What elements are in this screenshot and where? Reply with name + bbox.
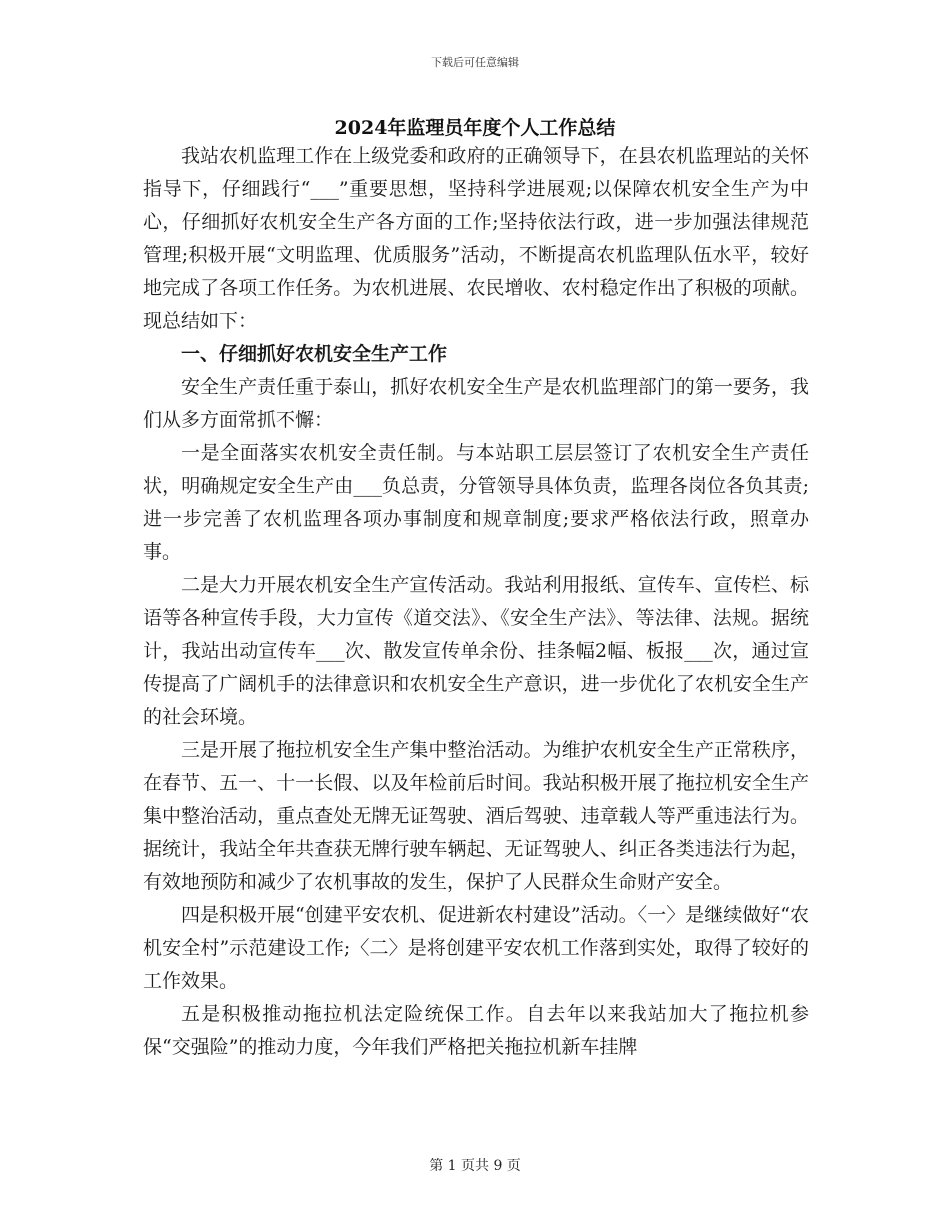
document-title: 2024年监理员年度个人工作总结: [334, 117, 616, 139]
body-paragraph: 一是全面落实农机安全责任制。与本站职工层层签订了农机安全生产责任状，明确规定安全生产由___负总责，分管领导具体负责，监理各岗位各负其责;进一步完善了农机监理各项办事制度和规章制度;要求严格依法行政，照章办事。: [143, 442, 809, 563]
body-paragraph: 安全生产责任重于泰山，抓好农机安全生产是农机监理部门的第一要务，我们从多方面常抓不懈：: [143, 376, 809, 431]
page-footer: 第 1 页共 9 页: [429, 1158, 521, 1174]
body-paragraph: 四是积极开展“创建平安农机、促进新农村建设”活动。〈一〉是继续做好“农机安全村”示范建设工作;〈二〉是将创建平安农机工作落到实处，取得了较好的工作效果。: [143, 904, 809, 992]
body-paragraph: 五是积极推动拖拉机法定险统保工作。自去年以来我站加大了拖拉机参保“交强险”的推动力度，今年我们严格把关拖拉机新车挂牌: [143, 1003, 809, 1058]
body-paragraph: 二是大力开展农机安全生产宣传活动。我站利用报纸、宣传车、宣传栏、标语等各种宣传手段，大力宣传《道交法》、《安全生产法》、等法律、法规。据统计，我站出动宣传车___次、散发宣传单余份、挂条幅2幅、板报___次，通过宣传提高了广阔机手的法律意识和农机安全生产意识，进一步优化了农机安全生产的社会环境。: [143, 574, 809, 728]
body-paragraph: 三是开展了拖拉机安全生产集中整治活动。为维护农机安全生产正常秩序，在春节、五一、十一长假、以及年检前后时间。我站积极开展了拖拉机安全生产集中整治活动，重点查处无牌无证驾驶、酒后驾驶、违章载人等严重违法行为。据统计，我站全年共查获无牌行驶车辆起、无证驾驶人、纠正各类违法行为起，有效地预防和减少了农机事故的发生，保护了人民群众生命财产安全。: [143, 739, 809, 893]
section-heading: 一、仔细抓好农机安全生产工作: [181, 343, 448, 365]
intro-paragraph: 我站农机监理工作在上级党委和政府的正确领导下，在县农机监理站的关怀指导下，仔细践行“___”重要思想，坚持科学进展观;以保障农机安全生产为中心，仔细抓好农机安全生产各方面的工作;坚持依法行政，进一步加强法律规范管理;积极开展“文明监理、优质服务”活动，不断提高农机监理队伍水平，较好地完成了各项工作任务。为农机进展、农民增收、农村稳定作出了积极的项献。现总结如下：: [143, 145, 809, 332]
document-body: [143, 140, 809, 1064]
header-note: 下载后可任意编辑: [431, 56, 519, 69]
